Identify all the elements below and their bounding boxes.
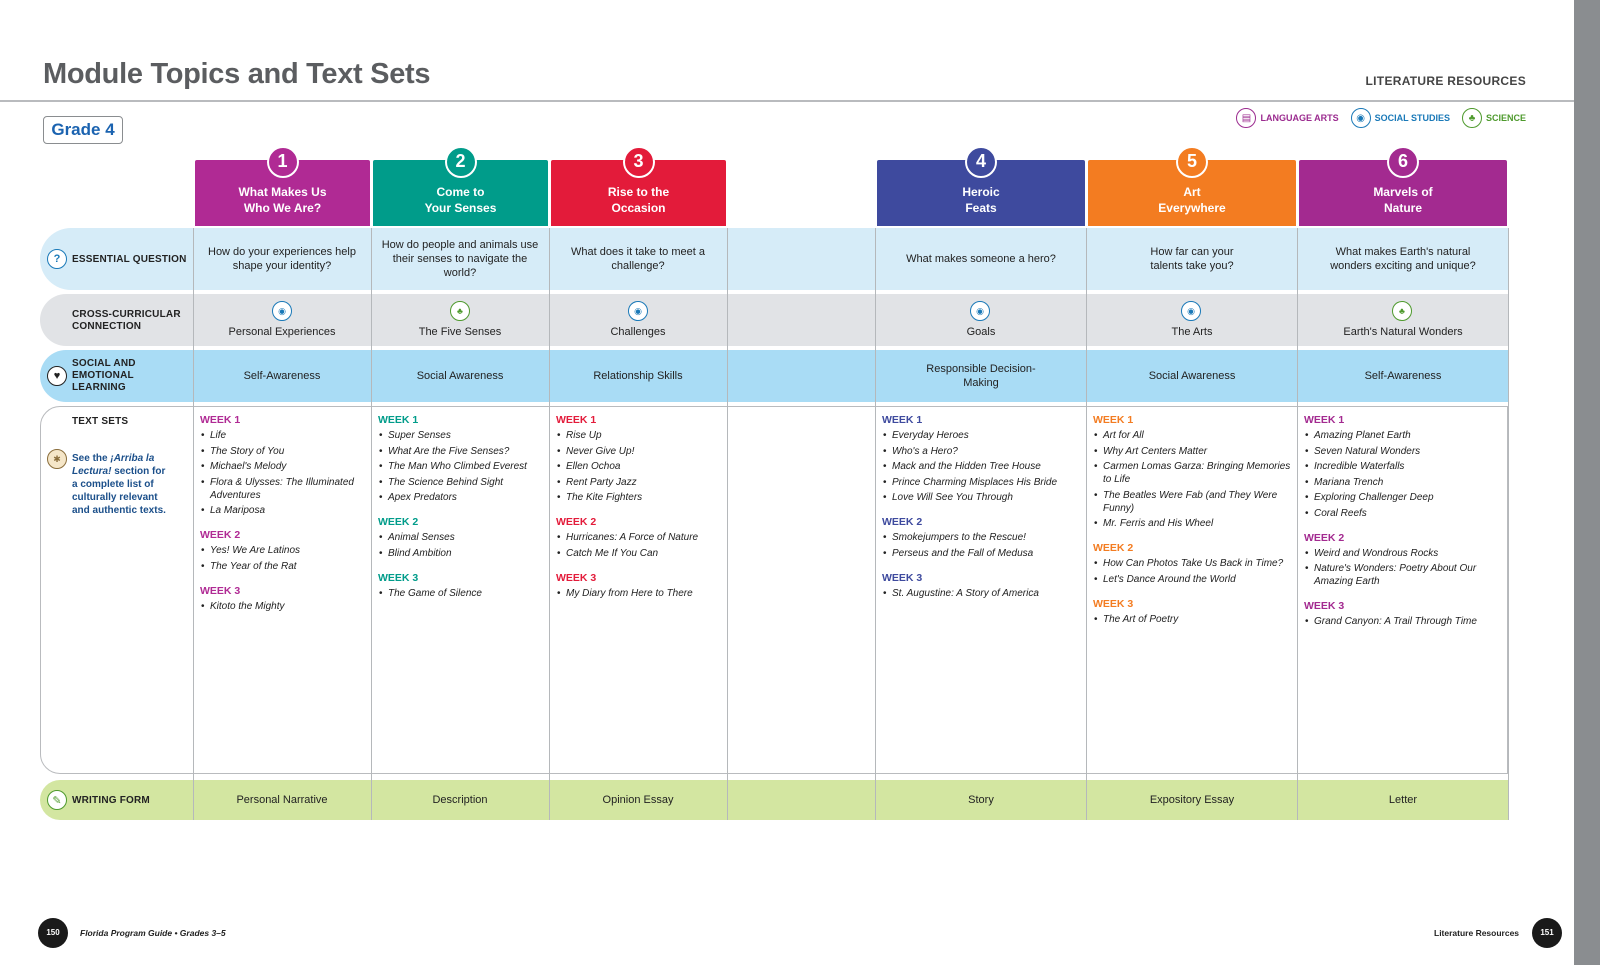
text-title: • Incredible Waterfalls [1304,460,1504,473]
text-title: • Why Art Centers Matter [1093,445,1293,458]
text-title: • Apex Predators [378,491,544,504]
module-6-header [1299,151,1507,226]
module-title-line: Nature [1383,201,1422,215]
writing-form-label: WRITING FORM [72,795,150,806]
module-1-header [195,151,370,226]
week-label: WEEK 3 [1304,600,1345,612]
week-label: WEEK 1 [882,414,923,426]
text-title: • Mack and the Hidden Tree House [882,460,1082,473]
text-title: • Seven Natural Wonders [1304,445,1504,458]
text-title: • Blind Ambition [378,547,544,560]
sel-competency: Social Awareness [416,370,504,382]
module-3-text-sets [556,414,722,612]
text-title: • Nature's Wonders: Poetry About Our Amazing Earth [1304,562,1504,588]
sel-competency: Responsible Decision-Making [926,363,1036,389]
text-title: • The Game of Silence [378,587,544,600]
module-number: 6 [1387,146,1419,178]
module-title-line: Heroic [962,185,1000,199]
text-title: • What Are the Five Senses? [378,445,544,458]
essential-question: How far can your talents take you? [1150,246,1234,272]
legend-social-studies [1351,108,1450,128]
text-title: • Ellen Ochoa [556,460,722,473]
text-title: • Smokejumpers to the Rescue! [882,531,1082,544]
module-number: 5 [1176,146,1208,178]
week-label: WEEK 3 [200,584,241,597]
week-label: WEEK 1 [200,414,241,426]
cross-curricular-topic: Personal Experiences [228,326,336,338]
column-divider [371,228,372,820]
writing-form: Story [968,794,994,806]
module-title-line: Everywhere [1158,201,1226,215]
globe-icon: ◉ [272,301,292,321]
week-label: WEEK 2 [378,516,419,528]
writing-form: Expository Essay [1149,794,1235,806]
cross-curricular-topic: Earth's Natural Wonders [1343,326,1463,338]
cross-curricular-topic: The Arts [1171,326,1213,338]
text-sets-note [72,452,172,517]
column-divider [1086,228,1087,820]
text-title: • St. Augustine: A Story of America [882,587,1082,600]
essential-question-label: ESSENTIAL QUESTION [72,254,187,265]
text-title: • Kitoto the Mighty [200,600,366,613]
essential-question: How do your experiences help shape your identity? [208,246,356,272]
module-number: 4 [965,146,997,178]
globe-icon: ◉ [1181,301,1201,321]
text-title: • La Mariposa [200,504,366,517]
arriba-book-icon: ✱ [47,449,67,469]
text-title: • Life [200,429,366,442]
text-title: • Everyday Heroes [882,429,1082,442]
module-2-header [373,151,548,226]
globe-icon: ◉ [970,301,990,321]
sel-label [72,358,136,394]
text-title: • Rent Party Jazz [556,476,722,489]
week-label: WEEK 3 [1093,597,1134,610]
text-title: • Weird and Wondrous Rocks [1304,547,1504,560]
text-title: • The Story of You [200,445,366,458]
text-title: • Art for All [1093,429,1293,442]
note-text: section for a complete list of culturally relevant and authentic texts. [72,466,166,516]
module-title-line: Feats [965,201,997,215]
legend-science [1462,108,1526,128]
week-label: WEEK 2 [882,516,923,528]
title-rule [0,100,1574,102]
module-number: 3 [623,146,655,178]
text-title: • The Kite Fighters [556,491,722,504]
globe-icon: ◉ [1351,108,1371,128]
sel-competency: Relationship Skills [593,370,683,382]
text-title: • Flora & Ulysses: The Illuminated Adventures [200,476,366,502]
note-text: See the [72,453,111,464]
globe-icon: ◉ [628,301,648,321]
label-line: CONNECTION [72,321,142,332]
left-footer-text: Florida Program Guide • Grades 3–5 [80,928,226,938]
writing-form: Personal Narrative [236,794,328,806]
writing-form: Description [432,794,488,806]
week-label: WEEK 2 [556,516,597,528]
column-divider [549,228,550,820]
plant-icon: ♣ [450,301,470,321]
plant-icon: ♣ [1392,301,1412,321]
module-number: 1 [267,146,299,178]
sel-competency: Self-Awareness [243,370,321,382]
essential-question: How do people and animals use their senses to navigate the world? [381,239,539,279]
text-title: • The Year of the Rat [200,560,366,573]
right-footer-text: Literature Resources [1434,928,1520,938]
essential-question: What makes someone a hero? [906,253,1056,265]
module-number: 2 [445,146,477,178]
section-label: LITERATURE RESOURCES [1365,74,1526,88]
label-line: EMOTIONAL [72,370,134,381]
sel-competency: Social Awareness [1148,370,1236,382]
essential-question: What does it take to meet a challenge? [571,246,705,272]
module-5-text-sets [1093,414,1293,638]
column-divider [1297,228,1298,820]
week-label: WEEK 3 [556,571,597,584]
text-title: • Who's a Hero? [882,445,1082,458]
week-label: WEEK 2 [1093,542,1134,554]
column-divider [1508,228,1509,820]
module-title-line: Come to [436,185,485,199]
week-label: WEEK 2 [1304,531,1345,544]
note-title: ¡Arriba la Lectura! [72,453,155,477]
column-divider [727,228,728,820]
module-title-line: Who We Are? [243,201,322,215]
text-title: • Never Give Up! [556,445,722,458]
essential-question: What makes Earth's natural wonders exciting and unique? [1330,246,1476,272]
text-title: • Rise Up [556,429,722,442]
right-page-number: 151 [1532,918,1562,948]
legend-language-arts [1236,108,1338,128]
text-title: • Animal Senses [378,531,544,544]
legend-label: SOCIAL STUDIES [1374,113,1450,123]
module-4-text-sets [882,414,1082,612]
module-3-header [551,151,726,226]
module-title-line: Art [1183,185,1201,199]
cross-curricular-topic: The Five Senses [418,326,502,338]
text-title: • Catch Me If You Can [556,547,722,560]
module-title-line: What Makes Us [238,185,327,199]
module-4-header [877,151,1085,226]
page-title: Module Topics and Text Sets [43,58,431,90]
grade-badge: Grade 4 [43,116,123,144]
text-title: • Mariana Trench [1304,476,1504,489]
week-label: WEEK 1 [378,414,419,426]
text-title: • Mr. Ferris and His Wheel [1093,517,1293,530]
week-label: WEEK 1 [556,414,597,426]
module-1-text-sets [200,414,366,625]
label-line: LEARNING [72,382,126,393]
label-line: CROSS-CURRICULAR [72,309,181,320]
pencil-icon: ✎ [47,790,67,810]
text-title: • Grand Canyon: A Trail Through Time [1304,615,1504,628]
text-title: • The Art of Poetry [1093,613,1293,626]
module-5-header [1088,151,1296,226]
text-title: • Super Senses [378,429,544,442]
cross-curricular-topic: Challenges [610,326,666,338]
left-page-number: 150 [38,918,68,948]
cross-curricular-topic: Goals [966,326,996,338]
text-title: • Prince Charming Misplaces His Bride [882,476,1082,489]
page-edge-bar [1574,0,1600,965]
heart-head-icon: ♥ [47,366,67,386]
text-sets-label: TEXT SETS [72,416,129,427]
cross-curricular-label [72,309,181,333]
book-icon: ▤ [1236,108,1256,128]
module-2-text-sets [378,414,544,612]
module-6-text-sets [1304,414,1504,640]
writing-form: Opinion Essay [602,794,674,806]
week-label: WEEK 1 [1304,414,1345,426]
text-title: • Yes! We Are Latinos [200,544,366,557]
module-title-line: Your Senses [424,201,497,215]
week-label: WEEK 3 [378,571,419,584]
column-divider [193,228,194,820]
question-icon: ? [47,249,67,269]
text-title: • Carmen Lomas Garza: Bringing Memories to Life [1093,460,1293,486]
text-title: • How Can Photos Take Us Back in Time? [1093,557,1293,570]
column-divider [875,228,876,820]
module-title-line: Occasion [611,201,666,215]
module-title-line: Rise to the [607,185,670,199]
text-title: • Let's Dance Around the World [1093,573,1293,586]
legend-label: SCIENCE [1485,113,1526,123]
week-label: WEEK 2 [200,529,241,541]
text-title: • Perseus and the Fall of Medusa [882,547,1082,560]
text-title: • My Diary from Here to There [556,587,722,600]
module-title-line: Marvels of [1373,185,1433,199]
week-label: WEEK 1 [1093,414,1134,426]
week-label: WEEK 3 [882,571,923,584]
text-title: • Exploring Challenger Deep [1304,491,1504,504]
legend-label: LANGUAGE ARTS [1260,113,1339,123]
text-title: • Coral Reefs [1304,507,1504,520]
plant-icon: ♣ [1462,108,1482,128]
label-line: SOCIAL AND [72,358,136,369]
sel-competency: Self-Awareness [1364,370,1442,382]
text-title: • Amazing Planet Earth [1304,429,1504,442]
text-title: • The Science Behind Sight [378,476,544,489]
writing-form: Letter [1388,794,1418,806]
text-title: • Love Will See You Through [882,491,1082,504]
text-title: • The Man Who Climbed Everest [378,460,544,473]
text-title: • Michael's Melody [200,460,366,473]
text-title: • The Beatles Were Fab (and They Were Funny) [1093,489,1293,515]
subject-legend [1236,108,1526,128]
text-title: • Hurricanes: A Force of Nature [556,531,722,544]
